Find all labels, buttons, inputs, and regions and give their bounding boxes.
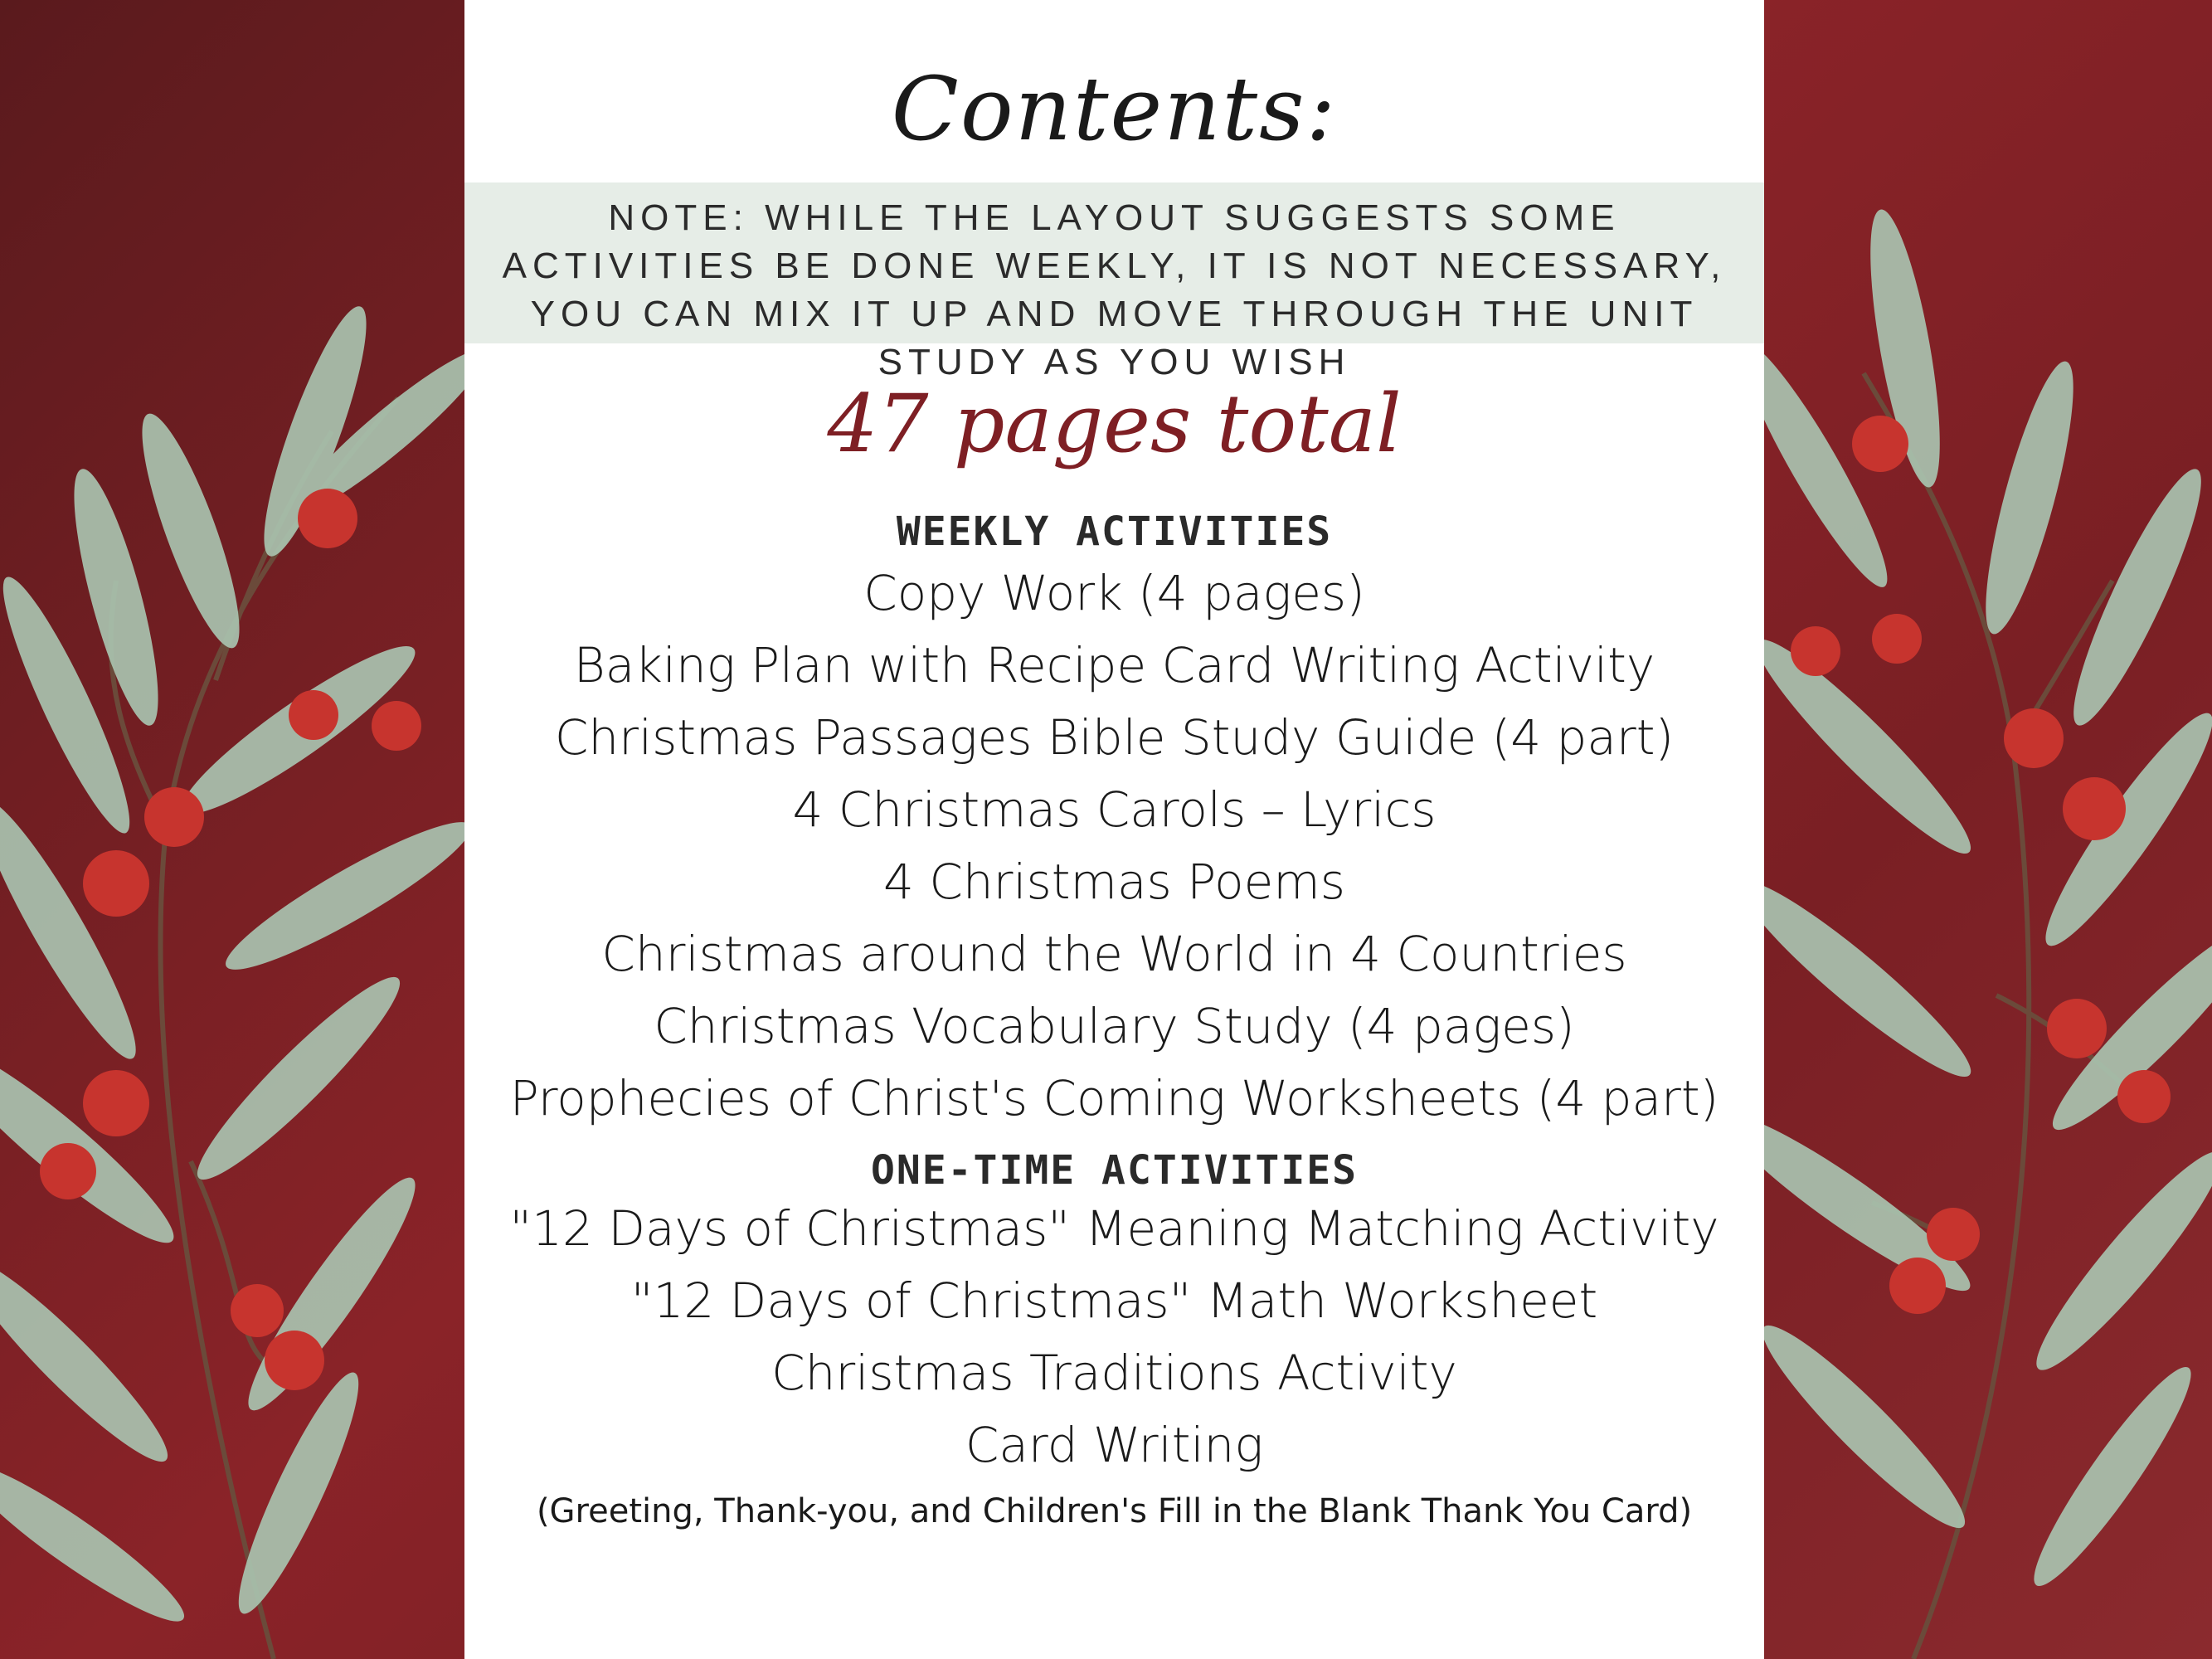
contents-panel: [464, 0, 1764, 1659]
berry-branch-left-illustration: [0, 0, 464, 1659]
list-item: Christmas around the World in 4 Countries: [601, 926, 1627, 982]
list-item: Christmas Passages Bible Study Guide (4 part): [554, 709, 1675, 766]
page-title: Contents:: [891, 58, 1338, 160]
list-item: Baking Plan with Recipe Card Writing Activity: [573, 637, 1655, 693]
list-item: 4 Christmas Carols – Lyrics: [792, 781, 1437, 838]
list-item: 4 Christmas Poems: [882, 854, 1345, 910]
card-writing-footnote: (Greeting, Thank-you, and Children's Fill in the Blank Thank You Card): [536, 1492, 1693, 1530]
berry-branch-right-illustration: [1764, 0, 2212, 1659]
list-item: Prophecies of Christ's Coming Worksheets (4 part): [509, 1070, 1719, 1126]
page-total: 47 pages total: [827, 377, 1402, 470]
list-item: "12 Days of Christmas" Meaning Matching Activity: [509, 1200, 1719, 1257]
list-item: Christmas Vocabulary Study (4 pages): [654, 998, 1575, 1054]
one-time-activities-heading: ONE-TIME ACTIVITIES: [870, 1147, 1359, 1194]
list-item: Christmas Traditions Activity: [771, 1345, 1457, 1401]
note-banner: NOTE: WHILE THE LAYOUT SUGGESTS SOME ACTIVITIES BE DONE WEEKLY, IT IS NOT NECESSARY, YOU CAN MIX IT UP AND MOVE THROUGH THE UNIT STUDY AS YOU WISH: [464, 182, 1764, 343]
list-item: Card Writing: [965, 1417, 1264, 1473]
weekly-activities-heading: WEEKLY ACTIVITIES: [896, 508, 1333, 555]
list-item: Copy Work (4 pages): [863, 565, 1365, 621]
list-item: "12 Days of Christmas" Math Worksheet: [630, 1272, 1598, 1329]
activities-list: [464, 506, 1764, 1536]
